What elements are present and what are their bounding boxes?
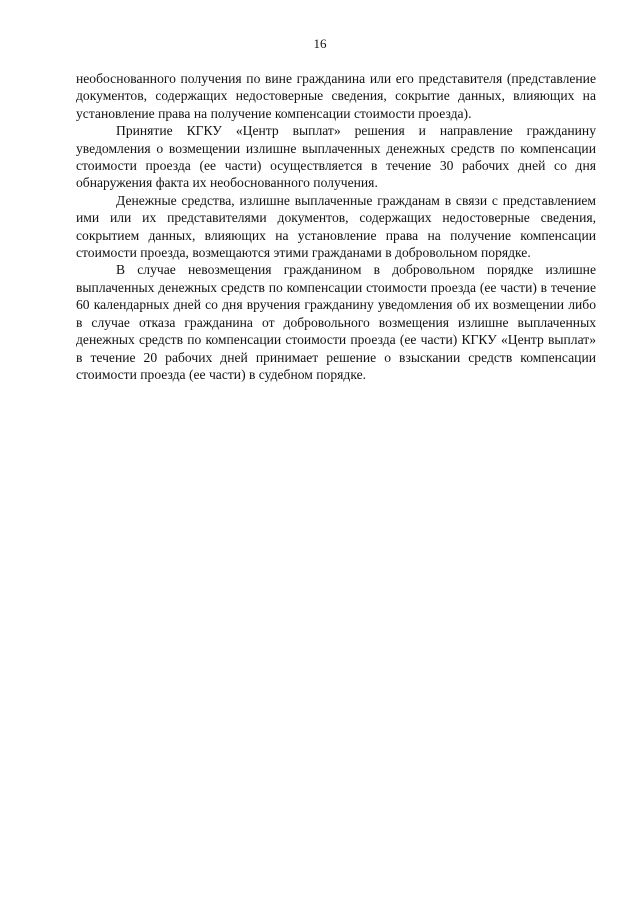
paragraph-1: необоснованного получения по вине гражданина или его представителя (представление документов, содержащих недостоверные сведения, сокрытие данных, влияющих на установление права на получение компенсации стоимости проезда). — [76, 71, 596, 121]
page-number: 16 — [313, 36, 327, 51]
paragraph-2: Принятие КГКУ «Центр выплат» решения и направление гражданину уведомления о возмещении излишне выплаченных денежных средств по компенсации стоимости проезда (ее части) осуществляется в течение 30 рабочих дней со дня обнаружения факта их необоснованного получения. — [76, 123, 596, 191]
paragraph-4: В случае невозмещения гражданином в добровольном порядке излишне выплаченных денежных средств по компенсации стоимости проезда (ее части) в течение 60 календарных дней со дня вручения гражданину уведомления об их возмещении либо в случае отказа гражданина от добровольного возмещения излишне выплаченных денежных средств по компенсации стоимости проезда (ее части) КГКУ «Центр выплат» в течение 20 рабочих дней принимает решение о взыскании средств компенсации стоимости проезда (ее части) в судебном порядке. — [76, 262, 596, 382]
paragraph-3: Денежные средства, излишне выплаченные гражданам в связи с представлением ими или их представителями документов, содержащих недостоверные сведения, сокрытием данных, влияющих на установление права на получение компенсации стоимости проезда, возмещаются этими гражданами в добровольном порядке. — [76, 192, 596, 261]
document-body — [76, 70, 596, 383]
